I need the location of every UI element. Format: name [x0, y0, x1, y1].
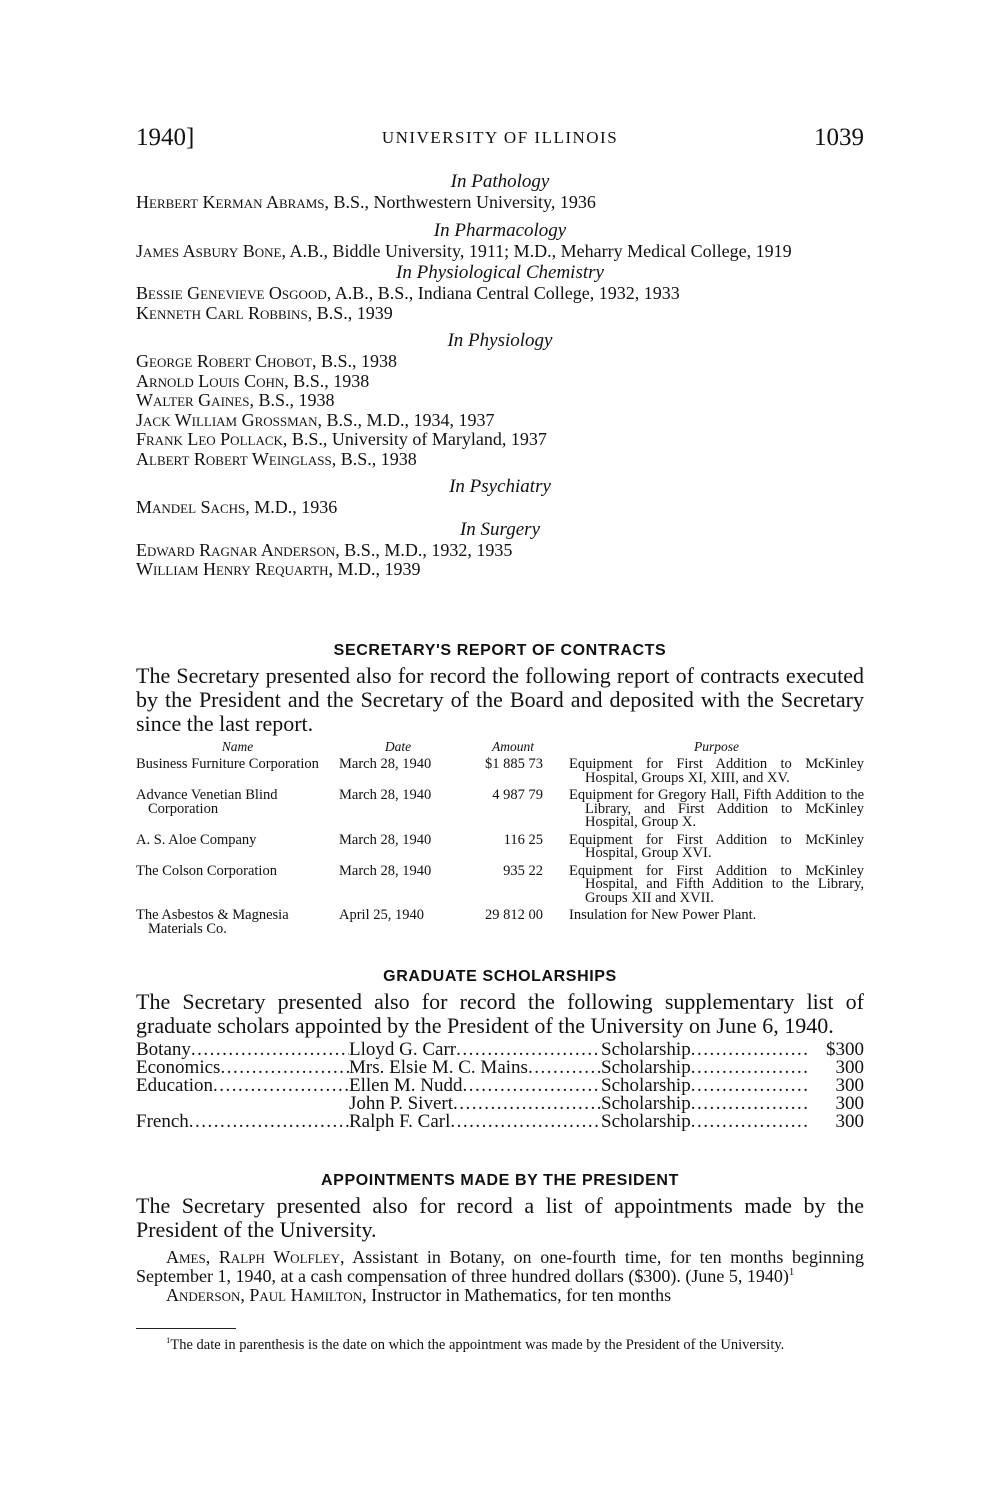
appointee-name: Anderson, Paul Hamilton — [166, 1285, 363, 1305]
contracts-header-row — [136, 740, 864, 756]
graduate-entry — [136, 411, 864, 431]
graduate-degree: , M.D., 1936 — [245, 497, 338, 517]
scholar-dept — [136, 1041, 349, 1059]
scholar-type — [601, 1041, 809, 1059]
scholarships-list — [136, 1041, 864, 1131]
col-header-amount: Amount — [492, 739, 534, 754]
contract-amount: 935 22 — [503, 862, 543, 879]
graduate-name: Walter Gaines — [136, 390, 250, 410]
graduate-entry — [136, 391, 864, 411]
section-title-contracts: SECRETARY'S REPORT OF CONTRACTS — [333, 642, 667, 659]
scholar-dept-label: Botany — [136, 1041, 191, 1059]
list-item — [136, 1095, 864, 1113]
contract-date: March 28, 1940 — [339, 787, 432, 803]
list-item — [136, 1113, 864, 1131]
dept-group — [136, 518, 864, 580]
graduate-entry — [136, 541, 864, 561]
contract-name: Advance Venetian Blind Corporation — [136, 787, 278, 817]
dept-group — [136, 261, 864, 323]
graduate-name: Bessie Genevieve Osgood — [136, 283, 327, 303]
dot-leader — [189, 1113, 349, 1131]
dept-group — [136, 475, 864, 518]
graduate-entry — [136, 352, 864, 372]
footnote-mark: 1 — [166, 1335, 171, 1346]
scholar-type — [601, 1095, 809, 1113]
scholar-amount: 300 — [835, 1057, 864, 1078]
graduate-entry — [136, 430, 864, 450]
contract-name: The Colson Corporation — [136, 862, 277, 879]
graduate-entry — [136, 242, 864, 262]
dept-group — [136, 170, 864, 213]
scholar-dept — [136, 1059, 349, 1077]
graduate-entry — [136, 560, 864, 580]
graduate-entry — [136, 450, 864, 470]
scholar-name — [349, 1095, 601, 1113]
dept-group — [136, 329, 864, 469]
graduate-degree: , A.B., Biddle University, 1911; M.D., Meharry Medical College, 1919 — [281, 240, 792, 261]
dot-leader — [453, 1095, 601, 1113]
list-item — [136, 1077, 864, 1095]
contract-amount: $1 885 73 — [485, 756, 543, 772]
dot-leader — [691, 1059, 809, 1077]
dot-leader — [691, 1041, 809, 1059]
graduate-entry — [136, 498, 864, 518]
graduate-degree: , B.S., Northwestern University, 1936 — [324, 192, 596, 212]
scholar-dept-label: Economics — [136, 1059, 221, 1077]
graduate-name: Edward Ragnar Anderson — [136, 539, 336, 560]
page-number: 1039 — [814, 124, 864, 151]
contracts-table — [136, 740, 864, 936]
footnote-divider — [136, 1328, 236, 1329]
table-row — [136, 831, 864, 861]
table-row — [136, 789, 864, 830]
scholar-dept — [136, 1113, 349, 1131]
scholar-name — [349, 1041, 601, 1059]
contract-purpose: Equipment for First Addition to McKinley Hospital, and Fifth Addition to the Library, Groups XII and XVII. — [569, 862, 864, 906]
col-header-purpose: Purpose — [694, 739, 739, 754]
dept-heading: In Physiology — [447, 330, 553, 351]
graduate-name: William Henry Requarth — [136, 559, 329, 579]
scholar-type — [601, 1113, 809, 1131]
scholar-dept — [136, 1077, 349, 1095]
dot-leader — [691, 1113, 809, 1131]
appointments-intro: The Secretary presented also for record a list of appointments made by the President of the University. — [136, 1193, 864, 1242]
scholar-dept-label: Education — [136, 1077, 214, 1095]
dot-leader — [450, 1113, 601, 1131]
dot-leader — [462, 1077, 601, 1095]
col-header-name: Name — [221, 739, 254, 754]
scholar-dept-label: French — [136, 1113, 189, 1131]
dot-leader — [456, 1041, 601, 1059]
graduate-name: Albert Robert Weinglass — [136, 448, 332, 469]
graduate-name: Jack William Grossman — [136, 409, 318, 430]
scholar-type-label: Scholarship — [601, 1041, 691, 1059]
scholar-name-label: John P. Sivert — [349, 1095, 453, 1113]
graduate-degree: , B.S., 1938 — [284, 370, 370, 391]
scholar-name-label: Ellen M. Nudd — [349, 1077, 463, 1095]
scholar-type-label: Scholarship — [601, 1095, 691, 1113]
scholar-amount: 300 — [835, 1093, 864, 1114]
graduate-degree: , B.S., 1938 — [311, 351, 397, 371]
graduate-name: Frank Leo Pollack — [136, 429, 283, 449]
contracts-intro: The Secretary presented also for record the following report of contracts executed by the President and the Secretary of the Board and deposited with the Secretary since the last report. — [136, 663, 864, 736]
contract-purpose: Insulation for New Power Plant. — [569, 907, 757, 923]
dept-heading: In Physiological Chemistry — [396, 262, 604, 283]
running-header-title: UNIVERSITY OF ILLINOIS — [381, 128, 619, 147]
graduate-name: Arnold Louis Cohn — [136, 370, 285, 391]
appointment-entry — [136, 1248, 864, 1286]
dept-heading: In Pathology — [450, 171, 550, 192]
section-title-scholarships: GRADUATE SCHOLARSHIPS — [383, 968, 617, 985]
graduate-degree: , B.S., 1939 — [307, 302, 393, 323]
contract-amount: 29 812 00 — [485, 907, 543, 923]
dept-heading: In Psychiatry — [449, 476, 551, 497]
scholar-type — [601, 1077, 809, 1095]
dept-heading: In Surgery — [459, 518, 541, 540]
scholar-type-label: Scholarship — [601, 1059, 691, 1077]
dot-leader — [528, 1059, 601, 1077]
contract-purpose: Equipment for Gregory Hall, Fifth Addition to the Library, and First Addition to McKinley Hospital, Group X. — [569, 787, 864, 830]
dept-group — [136, 219, 864, 262]
list-item — [136, 1041, 864, 1059]
appointment-text: , Instructor in Mathematics, for ten months — [362, 1285, 672, 1305]
table-row — [136, 909, 864, 936]
scholarships-intro: The Secretary presented also for record the following supplementary list of graduate scholars appointed by the President of the University on June 6, 1940. — [136, 989, 864, 1038]
graduate-entry — [136, 193, 864, 213]
scholar-amount: 300 — [835, 1111, 864, 1132]
scholar-name — [349, 1113, 601, 1131]
scholar-type — [601, 1059, 809, 1077]
scholar-name — [349, 1059, 601, 1077]
dot-leader — [213, 1077, 349, 1095]
scholar-dept — [136, 1095, 349, 1113]
contract-name: The Asbestos & Magnesia Materials Co. — [136, 907, 289, 937]
contract-amount: 4 987 79 — [492, 787, 543, 803]
contract-date: March 28, 1940 — [339, 756, 432, 772]
dept-heading: In Pharmacology — [433, 219, 567, 241]
graduate-name: Mandel Sachs — [136, 497, 246, 517]
graduate-name: Herbert Kerman Abrams — [136, 192, 325, 212]
contract-purpose: Equipment for First Addition to McKinley Hospital, Groups XI, XIII, and XV. — [569, 756, 864, 786]
graduate-degree: , B.S., M.D., 1932, 1935 — [335, 539, 513, 560]
table-row — [136, 758, 864, 785]
dot-leader — [191, 1041, 349, 1059]
contract-date: March 28, 1940 — [339, 862, 432, 879]
scholar-amount: $300 — [826, 1039, 864, 1060]
footnote — [136, 1335, 864, 1353]
appointee-name: Ames, Ralph Wolfley — [166, 1247, 341, 1267]
contract-name: A. S. Aloe Company — [136, 831, 257, 848]
graduate-degree: , B.S., 1938 — [331, 448, 417, 469]
graduate-list — [136, 170, 864, 580]
footnote-ref: 1 — [788, 1266, 795, 1278]
running-header-year: 1940] — [136, 124, 195, 151]
scholar-name-label: Ralph F. Carl — [349, 1113, 451, 1131]
appointment-text: , Assistant in Botany, on one-fourth time, for ten months beginning September 1, 1940, at a cash compensation of three hundred dollars ($300). (June 5, 1940) — [136, 1247, 864, 1286]
scholar-name-label: Lloyd G. Carr — [349, 1041, 457, 1059]
graduate-degree: , A.B., B.S., Indiana Central College, 1932, 1933 — [326, 283, 680, 303]
appointment-entry — [136, 1286, 864, 1305]
graduate-degree: , B.S., 1938 — [249, 390, 335, 410]
contract-date: April 25, 1940 — [339, 907, 424, 923]
graduate-name: Kenneth Carl Robbins — [136, 302, 308, 323]
scholar-name — [349, 1077, 601, 1095]
dot-leader — [691, 1077, 809, 1095]
dot-leader — [691, 1095, 809, 1113]
graduate-name: James Asbury Bone — [136, 240, 282, 261]
appointments-section — [136, 1172, 864, 1305]
dot-leader — [220, 1059, 349, 1077]
contract-purpose: Equipment for First Addition to McKinley Hospital, Group XVI. — [569, 831, 864, 861]
list-item — [136, 1059, 864, 1077]
contract-amount: 116 25 — [503, 831, 543, 848]
col-header-date: Date — [384, 739, 412, 754]
scholar-amount: 300 — [835, 1075, 864, 1096]
graduate-entry — [136, 284, 864, 304]
contracts-section — [136, 642, 864, 936]
scholar-type-label: Scholarship — [601, 1077, 691, 1095]
graduate-name: George Robert Chobot — [136, 351, 312, 371]
section-title-appointments: APPOINTMENTS MADE BY THE PRESIDENT — [321, 1172, 679, 1189]
graduate-entry — [136, 372, 864, 392]
contract-date: March 28, 1940 — [339, 831, 432, 848]
footnote-text: The date in parenthesis is the date on which the appointment was made by the President of the University. — [170, 1337, 785, 1353]
graduate-degree: , B.S., M.D., 1934, 1937 — [317, 409, 495, 430]
graduate-degree: , B.S., University of Maryland, 1937 — [282, 429, 547, 449]
graduate-degree: , M.D., 1939 — [328, 559, 421, 579]
graduate-entry — [136, 304, 864, 324]
contract-name: Business Furniture Corporation — [136, 756, 319, 772]
scholarships-section — [136, 968, 864, 1131]
scholar-type-label: Scholarship — [601, 1113, 691, 1131]
scholar-name-label: Mrs. Elsie M. C. Mains — [349, 1059, 528, 1077]
table-row — [136, 862, 864, 906]
